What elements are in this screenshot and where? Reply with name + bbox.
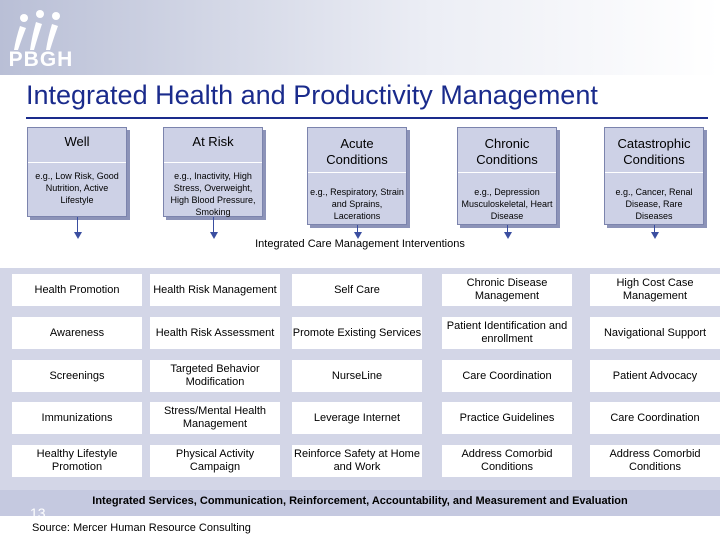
- header-band: [0, 0, 720, 75]
- bottom-banner-text: Integrated Services, Communication, Reinforcement, Accountability, and Measurement and Evaluation: [92, 495, 628, 507]
- title-divider: [26, 117, 708, 119]
- intervention-cell: Patient Identification and enrollment: [442, 317, 572, 349]
- intervention-cell: Patient Advocacy: [590, 360, 720, 392]
- source-note: Source: Mercer Human Resource Consulting: [32, 522, 251, 534]
- category-name: Chronic Conditions: [476, 136, 538, 167]
- intervention-cell: Care Coordination: [590, 402, 720, 434]
- intervention-cell: Immunizations: [12, 402, 142, 434]
- category-name: Acute Conditions: [326, 136, 388, 167]
- category-examples: e.g., Respiratory, Strain and Sprains, Lacerations: [310, 187, 404, 221]
- down-arrow-line: [357, 225, 358, 232]
- category-examples: e.g., Depression Musculoskeletal, Heart Disease: [461, 187, 553, 221]
- intervention-cell: Address Comorbid Conditions: [442, 445, 572, 477]
- intervention-cell: High Cost Case Management: [590, 274, 720, 306]
- intervention-cell: Screenings: [12, 360, 142, 392]
- category-divider: [28, 162, 126, 163]
- page-number: 13: [30, 505, 46, 521]
- intervention-cell: Leverage Internet: [292, 402, 422, 434]
- category-box: [604, 127, 704, 225]
- category-examples: e.g., Inactivity, High Stress, Overweight, High Blood Pressure, Smoking: [170, 171, 256, 217]
- category-examples: e.g., Cancer, Renal Disease, Rare Diseases: [615, 187, 693, 221]
- intervention-cell: Chronic Disease Management: [442, 274, 572, 306]
- intervention-cell: Care Coordination: [442, 360, 572, 392]
- category-box: [307, 127, 407, 225]
- intervention-cell: Physical Activity Campaign: [150, 445, 280, 477]
- intervention-cell: Targeted Behavior Modification: [150, 360, 280, 392]
- category-box: [163, 127, 263, 217]
- intervention-cell: Navigational Support: [590, 317, 720, 349]
- category-divider: [308, 172, 406, 173]
- category-name: At Risk: [192, 134, 234, 149]
- intervention-cell: Address Comorbid Conditions: [590, 445, 720, 477]
- intervention-cell: Self Care: [292, 274, 422, 306]
- interventions-label: Integrated Care Management Interventions: [255, 238, 465, 250]
- category-name: Catastrophic Conditions: [617, 136, 691, 167]
- intervention-cell: Health Promotion: [12, 274, 142, 306]
- down-arrow-line: [77, 217, 78, 232]
- category-examples: e.g., Low Risk, Good Nutrition, Active Lifestyle: [35, 171, 119, 205]
- category-divider: [458, 172, 556, 173]
- intervention-cell: Health Risk Assessment: [150, 317, 280, 349]
- intervention-cell: Reinforce Safety at Home and Work: [292, 445, 422, 477]
- down-arrow-line: [654, 225, 655, 232]
- category-divider: [164, 162, 262, 163]
- category-box: [457, 127, 557, 225]
- intervention-cell: Health Risk Management: [150, 274, 280, 306]
- intervention-cell: Stress/Mental Health Management: [150, 402, 280, 434]
- down-arrow-line: [213, 217, 214, 232]
- category-box: [27, 127, 127, 217]
- intervention-cell: Practice Guidelines: [442, 402, 572, 434]
- page-title: Integrated Health and Productivity Management: [26, 80, 598, 110]
- intervention-cell: NurseLine: [292, 360, 422, 392]
- intervention-cell: Awareness: [12, 317, 142, 349]
- logo-text: PBGH: [8, 48, 74, 71]
- category-divider: [605, 172, 703, 173]
- down-arrow-line: [507, 225, 508, 232]
- interventions-band: [0, 252, 720, 268]
- intervention-cell: Healthy Lifestyle Promotion: [12, 445, 142, 477]
- category-name: Well: [64, 134, 90, 149]
- intervention-cell: Promote Existing Services: [292, 317, 422, 349]
